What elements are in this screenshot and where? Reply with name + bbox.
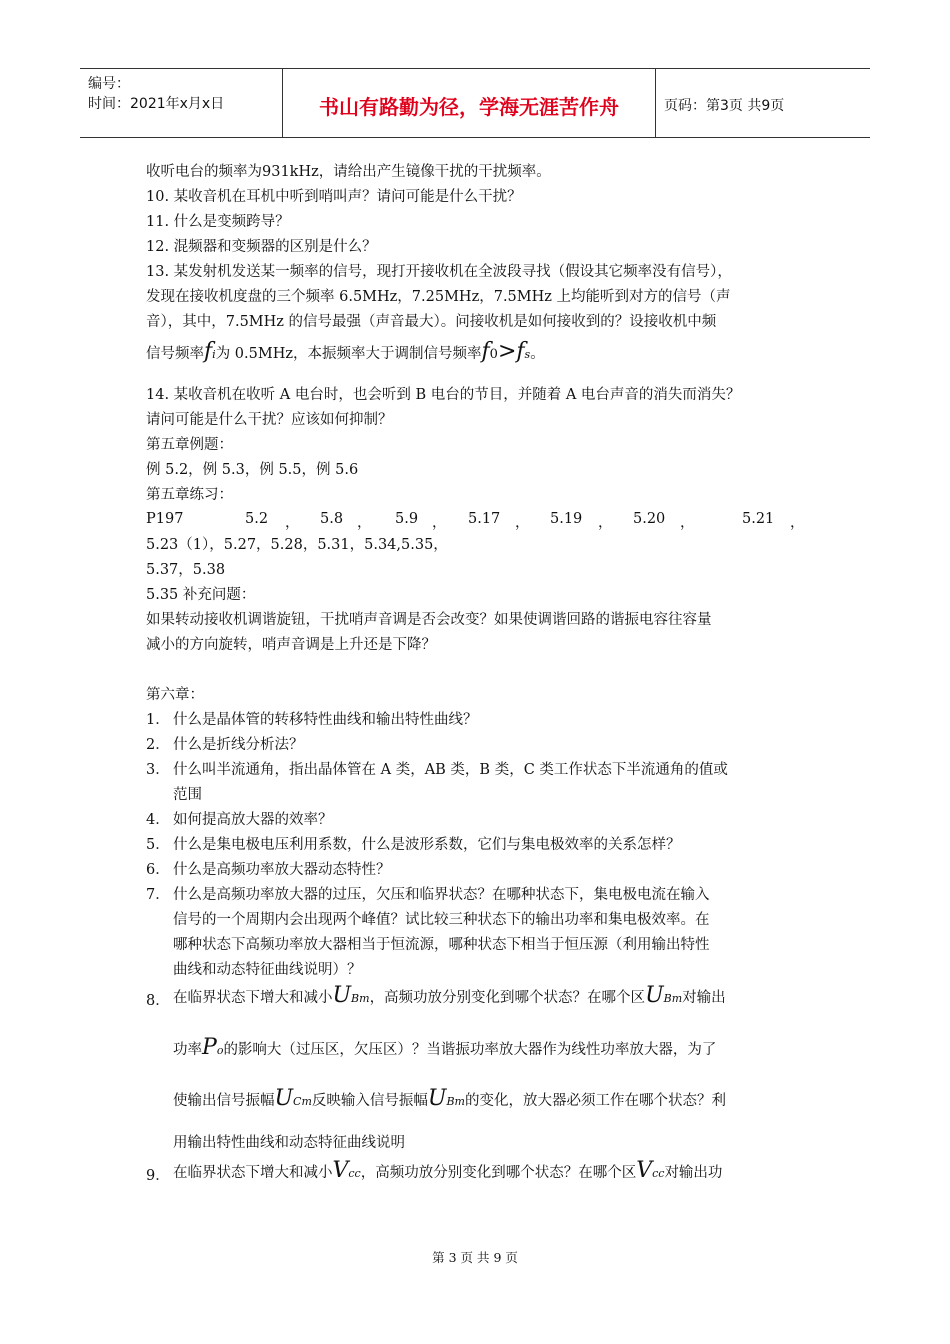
p197-item: 5.2 [245, 511, 269, 527]
list-item [173, 1158, 722, 1187]
list-item: 什么是晶体管的转移特性曲线和输出特性曲线？ [173, 712, 478, 728]
text-span: 。 [530, 346, 545, 362]
p197-item: 5.17 [468, 511, 501, 527]
list-item-cont [173, 1035, 716, 1064]
math-subscript: s [524, 348, 531, 361]
list-item: 什么是集电极电压利用系数，什么是波形系数，它们与集电极效率的关系怎样？ [173, 837, 681, 853]
math-symbol: V [636, 1158, 653, 1183]
p197-item: P197 [146, 511, 184, 527]
p197-item: ， [285, 515, 300, 531]
math-symbol: f [516, 339, 525, 364]
p197-item: 5.21 [742, 511, 775, 527]
list-number: 8． [146, 993, 170, 1009]
list-item: 什么是高频功率放大器动态特性？ [173, 862, 391, 878]
list-item-cont [173, 1086, 726, 1115]
doc-time-label: 时间：2021年x月x日 [88, 96, 225, 112]
list-number: 3． [146, 762, 170, 778]
page-header [80, 68, 870, 138]
math-subscript: Bm [663, 992, 683, 1005]
text-line: 减小的方向旋转，哨声音调是上升还是下降？ [146, 637, 436, 653]
math-symbol: U [274, 1086, 294, 1111]
math-symbol: U [332, 983, 352, 1008]
math-subscript: i [212, 348, 216, 361]
math-symbol: V [332, 1158, 349, 1183]
list-number: 5． [146, 837, 170, 853]
text-line: 5.35 补充问题： [146, 587, 256, 603]
math-symbol: P [202, 1035, 217, 1060]
text-span: 使输出信号振幅 [173, 1093, 275, 1109]
text-line: 例 5.2，例 5.3，例 5.5，例 5.6 [146, 462, 359, 478]
text-span: 的变化，放大器必须工作在哪个状态？利 [464, 1093, 726, 1109]
list-item-cont: 用输出特性曲线和动态特征曲线说明 [173, 1135, 405, 1151]
question-13-line1: 13. 某发射机发送某一频率的信号，现打开接收机在全波段寻找（假设其它频率没有信号）， [146, 264, 732, 280]
list-item: 如何提高放大器的效率？ [173, 812, 333, 828]
question-13-line2: 发现在接收机度盘的三个频率 6.5MHz，7.25MHz，7.5MHz 上均能听到对方的信号（声 [146, 289, 731, 305]
math-subscript: cc [652, 1167, 665, 1180]
question-13-line3: 音），其中，7.5MHz 的信号最强（声音最大）。问接收机是如何接收到的？设接收机中频 [146, 314, 717, 330]
text-line: 5.37，5.38 [146, 562, 226, 578]
math-symbol: f [481, 339, 490, 364]
list-item [173, 983, 726, 1012]
question-11: 11. 什么是变频跨导？ [146, 214, 290, 230]
p197-item: 5.8 [320, 511, 344, 527]
list-item-cont: 信号的一个周期内会出现两个峰值？试比较三种状态下的输出功率和集电极效率。在 [173, 912, 710, 928]
p197-item: 5.20 [633, 511, 666, 527]
text-span: 在临界状态下增大和减小 [173, 990, 333, 1006]
text-span: 为 0.5MHz，本振频率大于调制信号频率 [215, 346, 482, 362]
text-span: 在临界状态下增大和减小 [173, 1165, 333, 1181]
text-line: 5.23（1），5.27，5.28，5.31，5.34,5.35， [146, 537, 448, 553]
section-heading: 第五章例题： [146, 437, 233, 453]
text-span: 反映输入信号振幅 [311, 1093, 428, 1109]
list-number: 9． [146, 1168, 170, 1184]
section-heading: 第五章练习： [146, 487, 233, 503]
list-number: 1． [146, 712, 170, 728]
header-left [80, 69, 282, 137]
list-number: 6． [146, 862, 170, 878]
p197-item: 5.19 [550, 511, 583, 527]
math-symbol: U [645, 983, 664, 1008]
list-number: 4． [146, 812, 170, 828]
math-operator: > [497, 339, 517, 364]
text-span: 功率 [173, 1042, 202, 1058]
text-span: 对输出 [682, 990, 726, 1006]
text-span: 信号频率 [146, 346, 204, 362]
text-span: 的影响大（过压区，欠压区）？当谐振功率放大器作为线性功率放大器，为了 [223, 1042, 717, 1058]
header-motto: 书山有路勤为径，学海无涯苦作舟 [319, 95, 619, 119]
list-item: 什么叫半流通角，指出晶体管在 A 类，AB 类，B 类，C 类工作状态下半流通角的值或 [173, 762, 728, 778]
question-14-line2: 请问可能是什么干扰？应该如何抑制？ [146, 412, 393, 428]
list-item-cont: 范围 [173, 787, 202, 803]
p197-item: ， [680, 515, 695, 531]
math-subscript: Bm [446, 1095, 465, 1108]
p197-item: ， [598, 515, 613, 531]
section-heading: 第六章： [146, 687, 204, 703]
list-number: 7． [146, 887, 170, 903]
math-subscript: 0 [489, 347, 498, 362]
list-number: 2． [146, 737, 170, 753]
header-center [282, 69, 656, 137]
p197-item: ， [790, 515, 805, 531]
text-line: 收听电台的频率为931kHz，请给出产生镜像干扰的干扰频率。 [146, 164, 551, 180]
list-item-cont: 曲线和动态特征曲线说明）？ [173, 962, 362, 978]
list-item: 什么是高频功率放大器的过压，欠压和临界状态？在哪种状态下，集电极电流在输入 [173, 887, 710, 903]
question-12: 12. 混频器和变频器的区别是什么？ [146, 239, 377, 255]
question-13-line4 [146, 340, 545, 367]
p197-item: ， [357, 515, 372, 531]
text-span: 对输出功 [664, 1165, 723, 1181]
math-subscript: o [216, 1044, 224, 1057]
question-14-line1: 14. 某收音机在收听 A 电台时，也会听到 B 电台的节目，并随着 A 电台声音的消失而消失？ [146, 387, 741, 403]
text-span: ，高频功放分别变化到哪个状态？在哪个区 [369, 990, 646, 1006]
header-right [654, 69, 870, 137]
math-symbol: U [427, 1086, 447, 1111]
p197-item: ， [515, 515, 530, 531]
math-subscript: Bm [351, 992, 370, 1005]
doc-number-label: 编号： [88, 76, 130, 92]
math-subscript: Cm [293, 1095, 312, 1108]
math-subscript: cc [348, 1167, 361, 1180]
math-symbol: f [204, 339, 213, 364]
header-page-label: 页码：第3页 共9页 [664, 98, 785, 114]
question-10: 10. 某收音机在耳机中听到哨叫声？请问可能是什么干扰？ [146, 189, 522, 205]
list-item-cont: 哪种状态下高频功率放大器相当于恒流源，哪种状态下相当于恒压源（利用输出特性 [173, 937, 710, 953]
p197-item: ， [432, 515, 447, 531]
page-footer: 第 3 页 共 9 页 [432, 1250, 518, 1265]
text-span: ，高频功放分别变化到哪个状态？在哪个区 [360, 1165, 637, 1181]
p197-item: 5.9 [395, 511, 419, 527]
text-line: 如果转动接收机调谐旋钮，干扰哨声音调是否会改变？如果使调谐回路的谐振电容往容量 [146, 612, 712, 628]
list-item: 什么是折线分析法？ [173, 737, 304, 753]
